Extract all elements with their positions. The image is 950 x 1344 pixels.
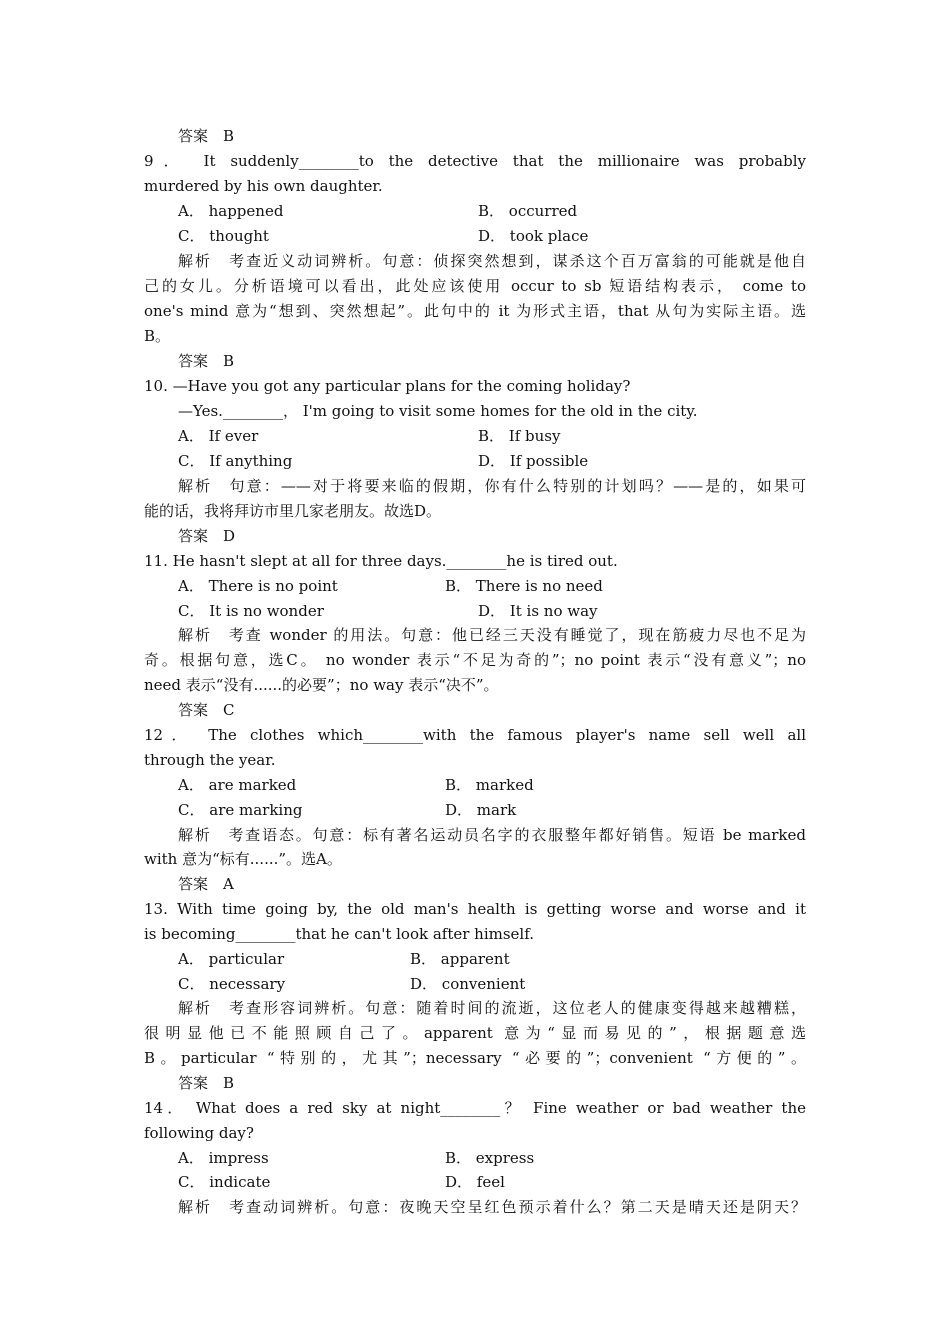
option-d: D． mark (445, 801, 517, 819)
question-10-stem-cont: —Yes.________， I'm going to visit some homes for the old in the city. (178, 402, 698, 420)
question-14-stem-cont: following day? (144, 1124, 254, 1142)
option-d: D． If possible (478, 452, 589, 470)
answer-line: 答案 B (178, 1074, 235, 1092)
option-b: B． occurred (478, 202, 578, 220)
option-d: D． It is no way (478, 602, 598, 620)
question-9-stem-cont: murdered by his own daughter. (144, 177, 383, 195)
explanation: B。 (144, 327, 171, 345)
option-d: D． convenient (410, 975, 526, 993)
option-c: C． If anything (178, 452, 293, 470)
option-c: C． thought (178, 227, 269, 245)
question-12-stem: 12． The clothes which________with the famous player's name sell well all (144, 726, 806, 744)
answer-line: 答案 D (178, 527, 236, 545)
option-c: C． It is no wonder (178, 602, 324, 620)
option-d: D． took place (478, 227, 589, 245)
explanation: 解析 考查近义动词辨析。句意：侦探突然想到，谋杀这个百万富翁的可能就是他自 (178, 252, 806, 270)
option-b: B． marked (445, 776, 534, 794)
explanation: 奇。根据句意，选C。 no wonder 表示“不足为奇的”；no point 表示“没有意义”；no (144, 651, 806, 669)
option-a: A． If ever (178, 427, 259, 445)
answer-line: 答案 B (178, 127, 235, 145)
option-b: B． If busy (478, 427, 561, 445)
question-14-stem: 14． What does a red sky at night________？ Fine weather or bad weather the (144, 1099, 806, 1117)
explanation: 解析 考查语态。句意：标有著名运动员名字的衣服整年都好销售。短语 be marked (178, 826, 806, 844)
option-a: A． are marked (178, 776, 297, 794)
option-c: C． indicate (178, 1173, 271, 1191)
option-c: C． are marking (178, 801, 303, 819)
explanation: 解析 考查形容词辨析。句意：随着时间的流逝，这位老人的健康变得越来越糟糕， (178, 999, 806, 1017)
option-a: A． particular (178, 950, 285, 968)
explanation: B。particular “特别的，尤其”；necessary “必要的”；convenient “方便的”。 (144, 1049, 806, 1067)
question-12-stem-cont: through the year. (144, 751, 276, 769)
explanation: one's mind 意为“想到、突然想起”。此句中的 it 为形式主语，that 从句为实际主语。选 (144, 302, 806, 320)
explanation: 解析 考查动词辨析。句意：夜晚天空呈红色预示着什么？第二天是晴天还是阴天？ (178, 1198, 806, 1216)
explanation: 能的话，我将拜访市里几家老朋友。故选D。 (144, 502, 442, 520)
explanation: with 意为“标有......”。选A。 (144, 850, 342, 868)
option-c: C． necessary (178, 975, 286, 993)
explanation: 解析 考查 wonder 的用法。句意：他已经三天没有睡觉了，现在筋疲力尽也不足为 (178, 626, 806, 644)
option-b: B． apparent (410, 950, 510, 968)
explanation: 解析 句意：——对于将要来临的假期，你有什么特别的计划吗？——是的，如果可 (178, 477, 806, 495)
question-13-stem: 13. With time going by, the old man's health is getting worse and worse and it (144, 900, 806, 918)
explanation: need 表示“没有......的必要”；no way 表示“决不”。 (144, 676, 499, 694)
answer-line: 答案 C (178, 701, 235, 719)
question-13-stem-cont: is becoming________that he can't look after himself. (144, 925, 535, 943)
explanation: 己的女儿。分析语境可以看出，此处应该使用 occur to sb 短语结构表示， come to (144, 277, 806, 295)
option-a: A． There is no point (178, 577, 338, 595)
answer-line: 答案 B (178, 352, 235, 370)
option-d: D． feel (445, 1173, 505, 1191)
explanation: 很明显他已不能照顾自己了。apparent 意为“显而易见的”，根据题意选 (144, 1024, 806, 1042)
question-9-stem: 9． It suddenly________to the detective that the millionaire was probably (144, 152, 806, 170)
question-10-stem: 10. —Have you got any particular plans for the coming holiday? (144, 377, 631, 395)
option-a: A． happened (178, 202, 284, 220)
answer-line: 答案 A (178, 875, 234, 893)
option-a: A． impress (178, 1149, 269, 1167)
option-b: B． There is no need (445, 577, 603, 595)
option-b: B． express (445, 1149, 535, 1167)
question-11-stem: 11. He hasn't slept at all for three days.________he is tired out. (144, 552, 618, 570)
